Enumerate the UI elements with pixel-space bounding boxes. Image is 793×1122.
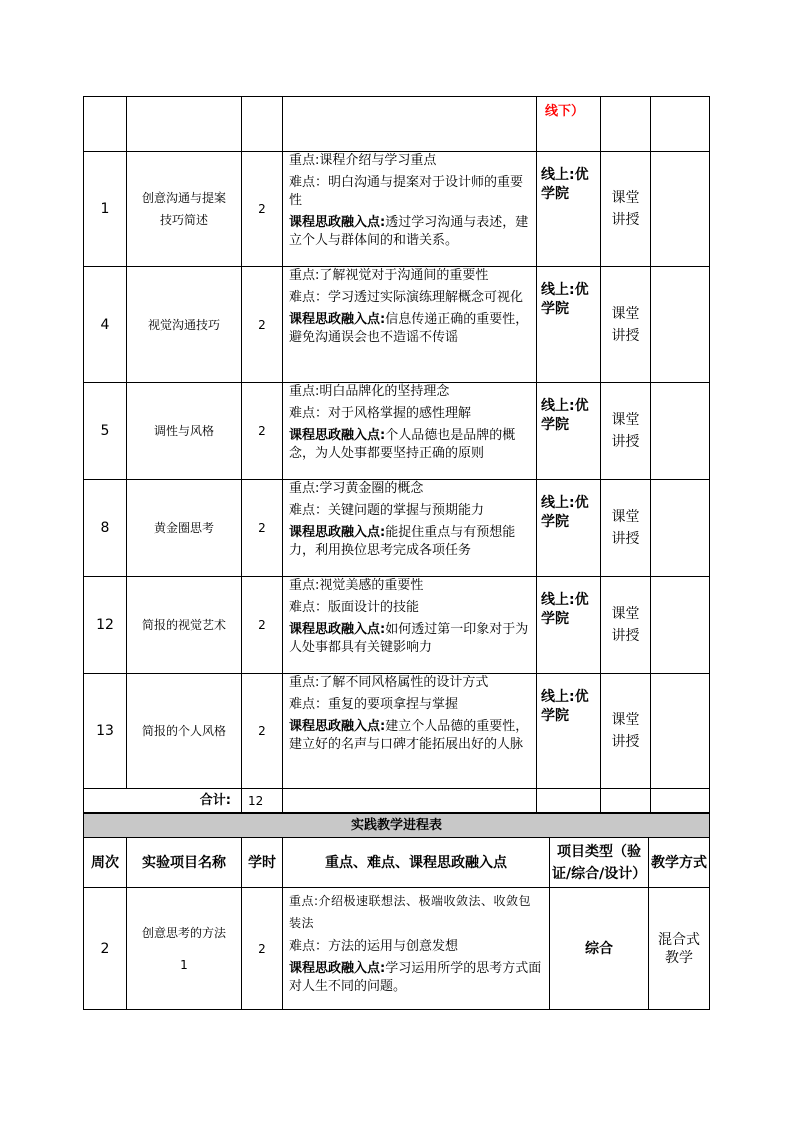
header-row <box>84 838 710 888</box>
header-hours: 学时 <box>242 838 283 888</box>
ideology-text: 透过学习沟通与表述，建立个人与群体间的和谐关系。 <box>289 215 529 248</box>
week-cell: 5 <box>84 383 127 480</box>
mode-cell: 线上:优学院 <box>537 383 601 480</box>
mode-cell: 线上:优学院 <box>537 674 601 789</box>
topic-cell <box>127 383 242 480</box>
table-row <box>84 267 710 383</box>
ideology-label: 课程思政融入点: <box>289 525 386 540</box>
total-label: 合计: <box>84 789 242 813</box>
hours-cell: 2 <box>242 267 283 383</box>
table-row <box>84 383 710 480</box>
table-cell <box>242 97 283 152</box>
table-row <box>84 888 710 1010</box>
mode-cell: 线上:优学院 <box>537 577 601 674</box>
method-cell: 课堂讲授 <box>601 577 651 674</box>
ideology-point <box>289 427 530 463</box>
topic-cell <box>127 267 242 383</box>
method-cell: 课堂讲授 <box>601 480 651 577</box>
hours-cell: 2 <box>242 480 283 577</box>
week-cell: 8 <box>84 480 127 577</box>
table-cell <box>651 577 710 674</box>
table-row <box>84 674 710 789</box>
method-cell: 课堂讲授 <box>601 383 651 480</box>
table-row <box>84 152 710 267</box>
key-point: 重点:明白品牌化的坚持理念 <box>289 384 450 399</box>
ideology-text: 如何透过第一印象对于为人处事都具有关键影响力 <box>289 622 529 655</box>
table-cell <box>537 789 601 813</box>
table-cell <box>651 97 710 152</box>
type-cell: 综合 <box>550 888 649 1010</box>
key-point: 重点:课程介绍与学习重点 <box>289 153 437 168</box>
key-point: 重点:了解视觉对于沟通间的重要性 <box>289 268 489 283</box>
content-cell <box>283 267 537 383</box>
week-cell: 4 <box>84 267 127 383</box>
header-method: 教学方式 <box>649 838 710 888</box>
topic-cell <box>127 674 242 789</box>
method-cell: 课堂讲授 <box>601 152 651 267</box>
content-cell <box>283 152 537 267</box>
difficulty: 难点：学习透过实际演练理解概念可视化 <box>289 290 524 305</box>
ideology-text: 信息传递正确的重要性，避免沟通误会也不造谣不传谣 <box>289 312 529 345</box>
header-week: 周次 <box>84 838 127 888</box>
topic-line: 简报的视觉艺术 <box>141 618 226 632</box>
key-point: 重点:视觉美感的重要性 <box>289 578 424 593</box>
table-row <box>84 577 710 674</box>
hours-cell: 2 <box>242 577 283 674</box>
ideology-text: 学习运用所学的思考方式面对人生不同的问题。 <box>289 961 542 994</box>
method-cell: 课堂讲授 <box>601 674 651 789</box>
ideology-label: 课程思政融入点: <box>289 961 386 976</box>
key-point: 重点:学习黄金圈的概念 <box>289 481 424 496</box>
week-cell: 12 <box>84 577 127 674</box>
key-point: 重点:介绍极速联想法、极端收敛法、收敛包装法 <box>289 894 532 930</box>
total-row <box>84 789 710 813</box>
difficulty: 难点：关键问题的掌握与预期能力 <box>289 503 485 518</box>
method-cell: 混合式教学 <box>649 888 710 1010</box>
topic-cell <box>127 480 242 577</box>
header-type: 项目类型（验证/综合/设计） <box>550 838 649 888</box>
table-cell <box>537 97 601 152</box>
table-cell <box>283 97 537 152</box>
difficulty: 难点：重复的要项拿捏与掌握 <box>289 697 459 712</box>
table-cell <box>601 789 651 813</box>
hours-cell: 2 <box>242 674 283 789</box>
table-cell <box>283 789 537 813</box>
ideology-point <box>289 524 530 560</box>
topic-line: 创意沟通与提案 <box>141 191 226 205</box>
content-cell <box>283 674 537 789</box>
name-line: 创意思考的方法 <box>141 925 226 940</box>
topic-cell <box>127 577 242 674</box>
content-cell <box>283 577 537 674</box>
header-content: 重点、难点、课程思政融入点 <box>283 838 550 888</box>
ideology-point <box>289 311 530 347</box>
difficulty: 难点：版面设计的技能 <box>289 600 420 615</box>
table-row <box>84 480 710 577</box>
ideology-point <box>289 214 530 250</box>
ideology-point <box>289 718 530 754</box>
difficulty: 难点：明白沟通与提案对于设计师的重要性 <box>289 175 524 208</box>
table-row <box>84 97 710 152</box>
difficulty: 难点：方法的运用与创意发想 <box>289 939 459 954</box>
practice-schedule-table <box>83 813 710 1010</box>
week-cell: 13 <box>84 674 127 789</box>
table-cell <box>651 152 710 267</box>
week-cell: 1 <box>84 152 127 267</box>
topic-cell <box>127 152 242 267</box>
ideology-label: 课程思政融入点: <box>289 215 386 230</box>
hours-cell: 2 <box>242 383 283 480</box>
mode-cell: 线上:优学院 <box>537 152 601 267</box>
topic-line: 黄金圈思考 <box>153 521 214 535</box>
header-name: 实验项目名称 <box>127 838 242 888</box>
table-cell <box>84 97 127 152</box>
table-cell <box>651 789 710 813</box>
mode-cell: 线上:优学院 <box>537 480 601 577</box>
topic-line: 调性与风格 <box>153 424 214 438</box>
content-cell <box>283 383 537 480</box>
ideology-label: 课程思政融入点: <box>289 312 386 327</box>
table-cell <box>651 383 710 480</box>
mode-cell: 线上:优学院 <box>537 267 601 383</box>
name-line: 1 <box>180 957 188 972</box>
week-cell: 2 <box>84 888 127 1010</box>
name-cell <box>127 888 242 1010</box>
content-cell <box>283 888 550 1010</box>
ideology-label: 课程思政融入点: <box>289 428 386 443</box>
ideology-label: 课程思政融入点: <box>289 719 386 734</box>
hours-cell: 2 <box>242 152 283 267</box>
ideology-point <box>289 960 543 996</box>
topic-line: 简报的个人风格 <box>141 724 226 738</box>
key-point: 重点:了解不同风格属性的设计方式 <box>289 675 489 690</box>
table-cell <box>127 97 242 152</box>
hours-cell: 2 <box>242 888 283 1010</box>
difficulty: 难点：对于风格掌握的感性理解 <box>289 406 472 421</box>
table-cell <box>651 674 710 789</box>
ideology-text: 个人品德也是品牌的概念，为人处事都要坚持正确的原则 <box>289 428 516 461</box>
table-cell <box>651 480 710 577</box>
total-hours: 12 <box>242 789 283 813</box>
banner-row <box>84 814 710 838</box>
practice-banner: 实践教学进程表 <box>84 814 710 838</box>
method-cell: 课堂讲授 <box>601 267 651 383</box>
ideology-point <box>289 621 530 657</box>
course-schedule-table <box>83 96 710 813</box>
topic-line: 视觉沟通技巧 <box>147 317 220 332</box>
table-cell <box>651 267 710 383</box>
ideology-text: 建立个人品德的重要性，建立好的名声与口碑才能拓展出好的人脉 <box>289 719 529 752</box>
content-cell <box>283 480 537 577</box>
ideology-label: 课程思政融入点: <box>289 622 386 637</box>
ideology-text: 能捉住重点与有预想能力，利用换位思考完成各项任务 <box>289 525 516 558</box>
table-cell <box>601 97 651 152</box>
mode-continuation: 线下） <box>545 104 585 119</box>
topic-line: 技巧简述 <box>159 213 208 227</box>
